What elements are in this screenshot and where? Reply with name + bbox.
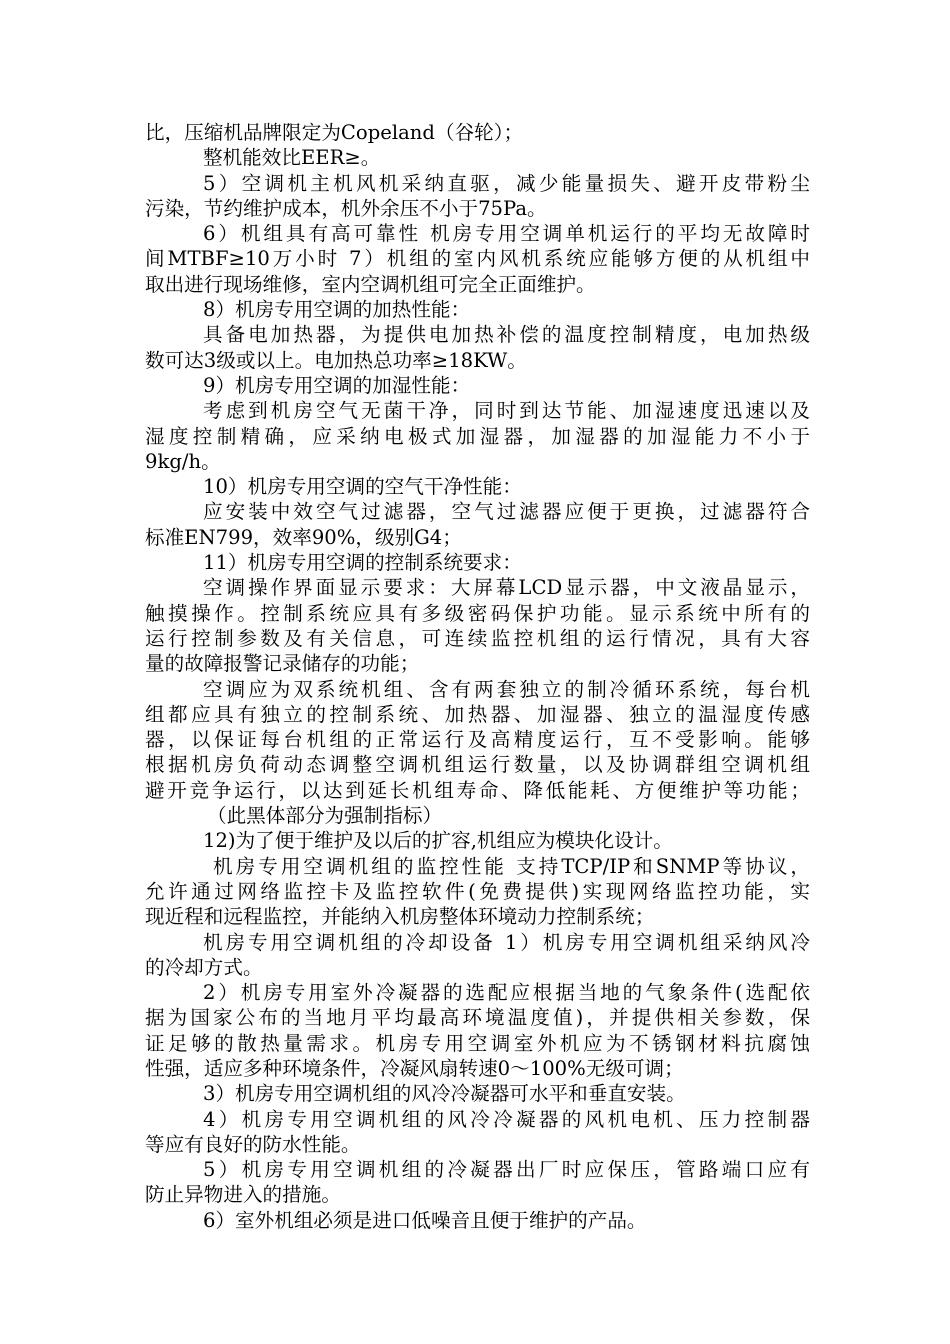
text-line: 考虑到机房空气无菌干净，同时到达节能、加湿速度迅速以及 xyxy=(203,399,810,423)
text-line: 器，以保证每台机组的正常运行及高精度运行，互不受影响。能够 xyxy=(145,728,810,752)
text-line: 根据机房负荷动态调整空调机组运行数量，以及协调群组空调机组 xyxy=(145,753,810,777)
text-line: 3）机房专用空调机组的风冷冷凝器可水平和垂直安装。 xyxy=(203,1082,686,1106)
text-line: 湿度控制精确，应采纳电极式加湿器，加湿器的加湿能力不小于 xyxy=(145,424,810,448)
text-line: 取出进行现场维修，室内空调机组可完全正面维护。 xyxy=(145,272,596,296)
text-line: 6）机组具有高可靠性 机房专用空调单机运行的平均无故障时 xyxy=(203,222,810,246)
text-line: 性强，适应多种环境条件，冷凝风扇转速0～100%无级可调； xyxy=(145,1056,684,1080)
text-line: 12)为了便于维护及以后的扩容,机组应为模块化设计。 xyxy=(203,829,673,853)
text-line: （此黑体部分为强制指标） xyxy=(207,804,443,828)
text-line: 4）机房专用空调机组的风冷冷凝器的风机电机、压力控制器 xyxy=(203,1107,810,1131)
text-line: 比，压缩机品牌限定为Copeland（谷轮）； xyxy=(145,121,524,144)
text-line: 防止异物进入的措施。 xyxy=(145,1183,341,1207)
text-line: 整机能效比EER≥。 xyxy=(203,146,381,170)
text-line: 6）室外机组必须是进口低噪音且便于维护的产品。 xyxy=(203,1208,647,1232)
text-line: 现近程和远程监控，并能纳入机房整体环境动力控制系统； xyxy=(145,905,655,929)
text-line: 的冷却方式。 xyxy=(145,955,263,979)
text-line: 数可达3级或以上。电加热总功率≥18KW。 xyxy=(145,348,527,372)
text-line: 等应有良好的防水性能。 xyxy=(145,1132,361,1156)
text-line: 机房专用空调机组的监控性能 支持TCP/IP和SNMP等协议， xyxy=(213,854,810,878)
text-line: 量的故障报警记录储存的功能； xyxy=(145,652,420,676)
text-line: 标准EN799，效率90%，级别G4； xyxy=(145,525,462,549)
text-line: 10）机房专用空调的空气干净性能： xyxy=(203,475,522,499)
text-line: 污染，节约维护成本，机外余压不小于75Pa。 xyxy=(145,196,547,220)
text-line: 证足够的散热量需求。机房专用空调室外机应为不锈钢材料抗腐蚀 xyxy=(145,1031,810,1055)
text-line: 避开竞争运行，以达到延长机组寿命、降低能耗、方便维护等功能； xyxy=(145,778,810,802)
text-line: 运行控制参数及有关信息，可连续监控机组的运行情况，具有大容 xyxy=(145,626,810,650)
text-line: 触摸操作。控制系统应具有多级密码保护功能。显示系统中所有的 xyxy=(145,601,810,625)
text-line: 组都应具有独立的控制系统、加热器、加湿器、独立的温湿度传感 xyxy=(145,702,810,726)
text-line: 9）机房专用空调的加湿性能： xyxy=(203,373,471,397)
text-line: 8）机房专用空调的加热性能： xyxy=(203,298,471,322)
text-line: 允许通过网络监控卡及监控软件(免费提供)实现网络监控功能，实 xyxy=(145,879,810,903)
text-line: 应安装中效空气过滤器，空气过滤器应便于更换，过滤器符合 xyxy=(203,500,810,524)
text-line: 5）空调机主机风机采纳直驱，减少能量损失、避开皮带粉尘 xyxy=(203,171,810,195)
text-line: 据为国家公布的当地月平均最高环境温度值)，并提供相关参数，保 xyxy=(145,1006,810,1030)
text-line: 2）机房专用室外冷凝器的选配应根据当地的气象条件(选配依 xyxy=(203,981,810,1005)
text-line: 空调应为双系统机组、含有两套独立的制冷循环系统，每台机 xyxy=(203,677,810,701)
document-page xyxy=(145,120,810,1233)
text-line: 空调操作界面显示要求：大屏幕LCD显示器，中文液晶显示， xyxy=(203,576,810,600)
text-line: 11）机房专用空调的控制系统要求： xyxy=(203,551,522,575)
text-line: 间MTBF≥10万小时 7）机组的室内风机系统应能够方便的从机组中 xyxy=(145,247,810,271)
text-line: 机房专用空调机组的冷却设备 1）机房专用空调机组采纳风冷 xyxy=(203,930,810,954)
text-line: 5）机房专用空调机组的冷凝器出厂时应保压，管路端口应有 xyxy=(203,1158,810,1182)
text-line: 具备电加热器，为提供电加热补偿的温度控制精度，电加热级 xyxy=(203,323,810,347)
text-line: 9kg/h。 xyxy=(145,449,221,473)
